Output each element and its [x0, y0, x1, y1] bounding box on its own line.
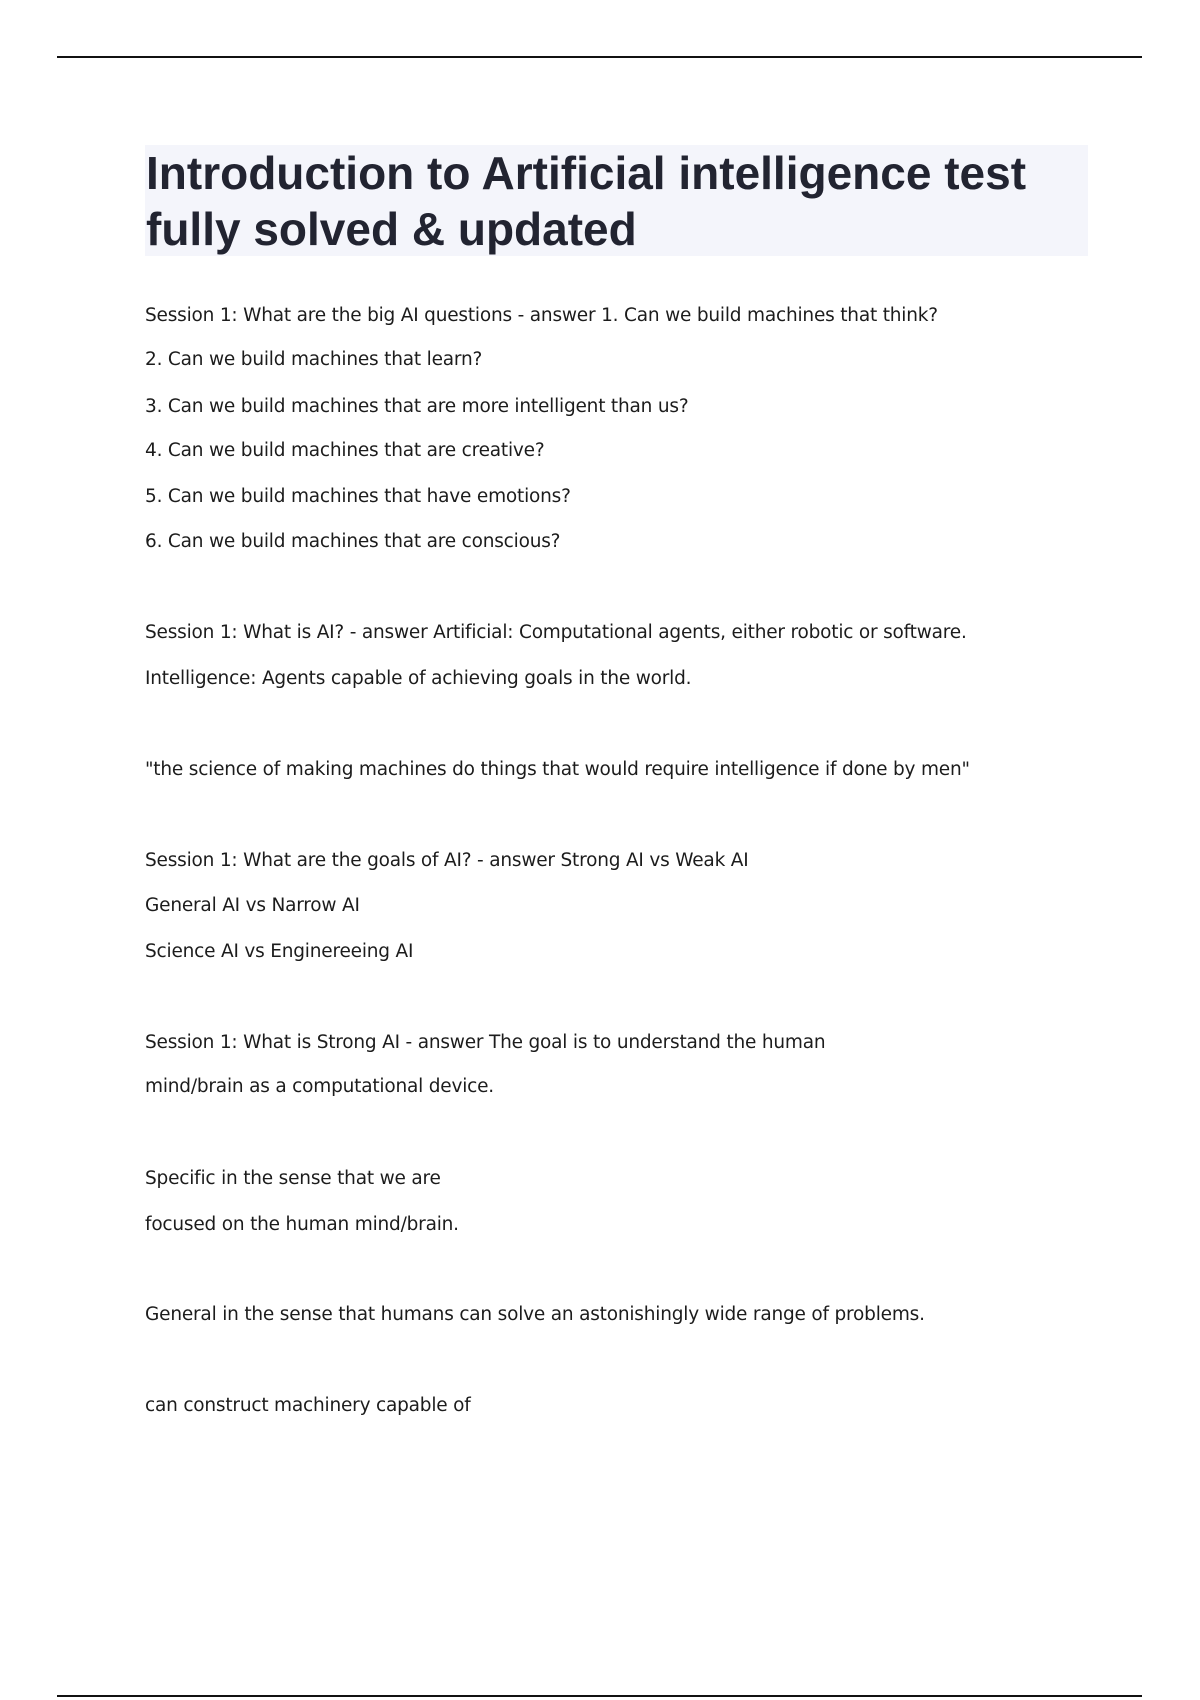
question-1-line-4: 4. Can we build machines that are creative? — [145, 440, 545, 461]
question-2-quote: "the science of making machines do things that would require intelligence if done by men" — [145, 759, 970, 780]
question-2-line-1: Session 1: What is AI? - answer Artificial: Computational agents, either robotic or software. — [145, 622, 967, 643]
question-4-line-4: focused on the human mind/brain. — [145, 1214, 459, 1235]
question-1-line-3: 3. Can we build machines that are more intelligent than us? — [145, 396, 689, 417]
title-line-1: Introduction to Artificial intelligence test — [146, 147, 1027, 199]
question-4-line-2: mind/brain as a computational device. — [145, 1076, 494, 1097]
title-line-2: fully solved & updated — [146, 203, 637, 255]
question-4-line-3: Specific in the sense that we are — [145, 1168, 441, 1189]
question-3-line-3: Science AI vs Enginereeing AI — [145, 941, 414, 962]
question-1-line-6: 6. Can we build machines that are conscious? — [145, 531, 561, 552]
question-1-line-1: Session 1: What are the big AI questions - answer 1. Can we build machines that think? — [145, 305, 938, 326]
top-divider — [57, 56, 1142, 58]
question-3-line-2: General AI vs Narrow AI — [145, 895, 360, 916]
question-3-line-1: Session 1: What are the goals of AI? - answer Strong AI vs Weak AI — [145, 850, 749, 871]
question-1-line-5: 5. Can we build machines that have emotions? — [145, 486, 571, 507]
question-4-line-6: can construct machinery capable of — [145, 1395, 471, 1416]
bottom-divider — [57, 1695, 1142, 1697]
question-1-line-2: 2. Can we build machines that learn? — [145, 349, 483, 370]
question-4-line-1: Session 1: What is Strong AI - answer The goal is to understand the human — [145, 1032, 826, 1053]
document-title — [146, 145, 1106, 257]
question-2-line-2: Intelligence: Agents capable of achieving goals in the world. — [145, 668, 692, 689]
question-4-line-5: General in the sense that humans can solve an astonishingly wide range of problems. — [145, 1304, 925, 1325]
